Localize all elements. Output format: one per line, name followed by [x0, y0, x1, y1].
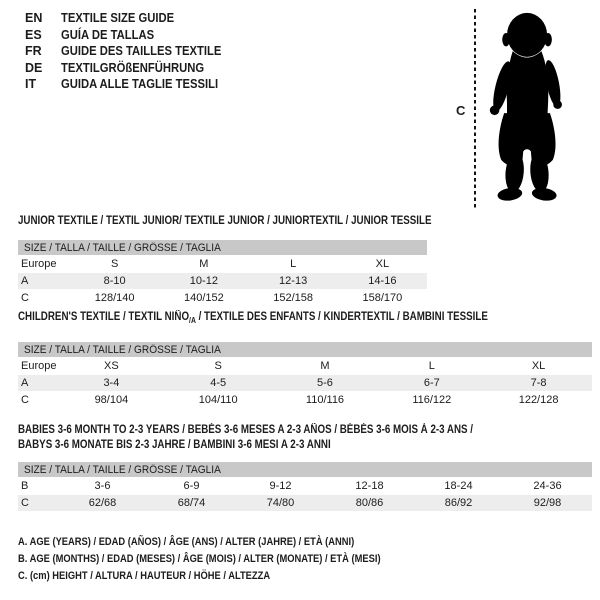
- column-header-cell: M: [320, 360, 330, 372]
- children-header-row: [18, 358, 592, 374]
- column-header-cell: M: [199, 258, 209, 270]
- language-row-en: [25, 10, 239, 27]
- babies-age-row: [18, 478, 592, 494]
- height-measure-label: C: [456, 103, 466, 118]
- size-value-cell: 8-10: [103, 275, 126, 287]
- size-value-cell: 12-18: [355, 480, 384, 492]
- size-value-cell: 80/86: [355, 497, 384, 509]
- size-value-cell: 10-12: [189, 275, 218, 287]
- children-title-prefix: CHILDREN'S TEXTILE / TEXTIL NIÑO: [18, 311, 190, 323]
- language-code: EN: [25, 11, 43, 26]
- row-label-cell: A: [21, 377, 29, 389]
- children-size-table: [18, 342, 592, 409]
- column-header-cell: S: [214, 360, 222, 372]
- babies-size-table: [18, 462, 592, 512]
- row-label-cell: C: [21, 394, 29, 406]
- row-label-cell: B: [21, 480, 29, 492]
- column-header-cell: XL: [375, 258, 390, 270]
- footnote-a: [18, 536, 445, 553]
- row-label-cell: C: [21, 292, 29, 304]
- size-value-cell: 4-5: [210, 377, 227, 389]
- language-list: [25, 10, 239, 93]
- language-code: FR: [25, 44, 42, 59]
- size-value-cell: 86/92: [444, 497, 473, 509]
- size-value-cell: 62/68: [88, 497, 117, 509]
- junior-section-title: [18, 214, 504, 229]
- size-value-cell: 18-24: [444, 480, 473, 492]
- size-value-cell: 6-7: [423, 377, 440, 389]
- baby-silhouette-icon: [486, 6, 570, 206]
- size-value-cell: 24-36: [533, 480, 562, 492]
- size-value-cell: 68/74: [177, 497, 206, 509]
- row-label-cell: Europe: [21, 360, 57, 372]
- babies-size-header-band: [18, 462, 592, 477]
- children-size-header-band: [18, 342, 592, 357]
- children-title-suffix: / TEXTILE DES ENFANTS / KINDERTEXTIL / BAMBINI TESSILE: [195, 311, 488, 323]
- size-value-cell: 74/80: [266, 497, 295, 509]
- children-height-row: [18, 392, 592, 408]
- language-code: ES: [25, 27, 42, 42]
- babies-height-row: [18, 495, 592, 511]
- size-value-cell: 92/98: [533, 497, 562, 509]
- size-value-cell: 116/122: [412, 394, 452, 406]
- language-label: GUIDE DES TAILLES TEXTILE: [61, 44, 222, 59]
- column-header-cell: L: [428, 360, 435, 372]
- footnote-b: [18, 553, 445, 570]
- language-code: DE: [25, 60, 43, 75]
- junior-age-row: [18, 273, 427, 289]
- row-label-cell: C: [21, 497, 29, 509]
- language-code: IT: [25, 77, 37, 92]
- size-value-cell: 12-13: [279, 275, 308, 287]
- size-header-label: SIZE / TALLA / TAILLE / GRÖSSE / TAGLIA: [24, 343, 221, 356]
- size-value-cell: 3-6: [94, 480, 111, 492]
- size-value-cell: 158/170: [362, 292, 403, 304]
- junior-size-header-band: [18, 240, 427, 255]
- size-value-cell: 6-9: [183, 480, 200, 492]
- column-header-cell: XL: [531, 360, 546, 372]
- language-label: GUIDA ALLE TAGLIE TESSILI: [61, 77, 219, 92]
- column-header-cell: XS: [104, 360, 119, 372]
- row-label-cell: Europe: [21, 258, 57, 270]
- babies-title-line2: BABYS 3-6 MONATE BIS 2-3 JAHRE / BAMBINI 3-6 MESI A 2-3 ANNI: [18, 439, 331, 451]
- size-value-cell: 128/140: [94, 292, 135, 304]
- size-value-cell: 110/116: [305, 394, 345, 406]
- children-section-title-text: [18, 310, 488, 325]
- footnote-c: [18, 570, 445, 587]
- junior-header-row: [18, 256, 427, 272]
- height-dashed-line: [474, 9, 476, 210]
- babies-title-line1: BABIES 3-6 MONTH TO 2-3 YEARS / BEBÉS 3-6 MESES A 2-3 AÑOS / BÉBÉS 3-6 MOIS À 2-3 ANS /: [18, 424, 474, 436]
- language-label: TEXTILGRÖßENFÜHRUNG: [61, 60, 205, 75]
- size-header-label: SIZE / TALLA / TAILLE / GRÖSSE / TAGLIA: [24, 241, 221, 254]
- column-header-cell: S: [110, 258, 119, 270]
- footnote-a-text: A. AGE (YEARS) / EDAD (AÑOS) / ÂGE (ANS) / ALTER (JAHRE) / ETÀ (ANNI): [18, 536, 355, 548]
- column-header-cell: L: [290, 258, 297, 270]
- children-age-row: [18, 375, 592, 391]
- footnotes: [18, 536, 445, 587]
- junior-height-row: [18, 290, 427, 306]
- footnote-c-text: C. (cm) HEIGHT / ALTURA / HAUTEUR / HÖHE / ALTEZZA: [18, 570, 271, 582]
- baby-silhouette-shape: [490, 13, 564, 202]
- size-value-cell: 122/128: [518, 394, 559, 406]
- size-value-cell: 104/110: [198, 394, 238, 406]
- language-label: GUÍA DE TALLAS: [61, 27, 155, 42]
- size-value-cell: 140/152: [183, 292, 224, 304]
- babies-section-title: [18, 423, 553, 453]
- size-value-cell: 98/104: [94, 394, 129, 406]
- size-header-label: SIZE / TALLA / TAILLE / GRÖSSE / TAGLIA: [24, 463, 221, 476]
- children-title-subscript: /A: [189, 315, 196, 325]
- language-row-es: [25, 27, 239, 44]
- footnote-b-text: B. AGE (MONTHS) / EDAD (MESES) / ÂGE (MOIS) / ALTER (MONATE) / ETÀ (MESI): [18, 553, 381, 565]
- size-value-cell: 3-4: [103, 377, 120, 389]
- junior-size-table: [18, 240, 427, 307]
- row-label-cell: A: [21, 275, 29, 287]
- size-value-cell: 7-8: [530, 377, 547, 389]
- junior-section-title-text: JUNIOR TEXTILE / TEXTIL JUNIOR/ TEXTILE JUNIOR / JUNIORTEXTIL / JUNIOR TESSILE: [18, 215, 432, 227]
- language-row-it: [25, 76, 239, 93]
- children-section-title: [18, 310, 571, 325]
- language-row-fr: [25, 43, 239, 60]
- size-value-cell: 14-16: [368, 275, 397, 287]
- language-label: TEXTILE SIZE GUIDE: [61, 11, 175, 26]
- size-value-cell: 5-6: [317, 377, 333, 389]
- language-row-de: [25, 60, 239, 77]
- size-value-cell: 152/158: [273, 292, 313, 304]
- size-value-cell: 9-12: [269, 480, 292, 492]
